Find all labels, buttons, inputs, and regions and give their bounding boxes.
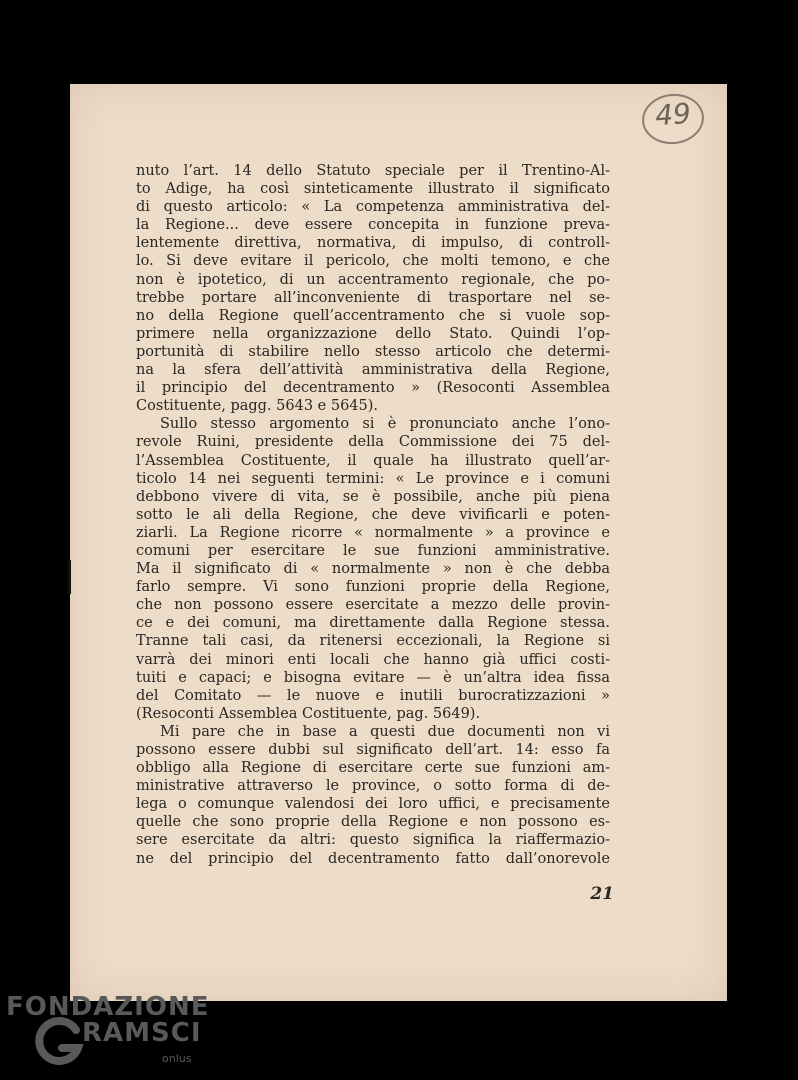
text-line: ce e dei comuni, ma direttamente dalla Regione stessa.: [136, 615, 610, 632]
text-line: possono essere dubbi sul significato dell’art. 14: esso fa: [136, 742, 610, 758]
text-line: comuni per esercitare le sue funzioni amministrative.: [136, 542, 610, 559]
text-line: ne del principio del decentramento fatto dall’onorevole: [136, 850, 610, 867]
page-folio: 21: [590, 884, 614, 904]
text-line: ministrative attraverso le province, o sotto forma di de-: [136, 778, 610, 795]
text-line: del Comitato — le nuove e inutili burocratizzazioni »: [136, 687, 610, 704]
text-line: Ma il significato di « normalmente » non è che debba: [136, 561, 610, 578]
watermark-line1: FONDAZIONE: [6, 992, 210, 1022]
text-line: sotto le ali della Regione, che deve vivificarli e poten-: [136, 506, 610, 523]
text-line: Mi pare che in base a questi due documenti non vi: [160, 723, 610, 740]
text-line: revole Ruini, presidente della Commissione dei 75 del-: [136, 434, 610, 451]
text-line: debbono vivere di vita, se è possibile, anche più piena: [136, 488, 610, 505]
text-line: lo. Si deve evitare il pericolo, che molti temono, e che: [136, 253, 610, 270]
text-line: ticolo 14 nei seguenti termini: « Le province e i comuni: [136, 470, 610, 487]
text-line: farlo sempre. Vi sono funzioni proprie della Regione,: [136, 579, 610, 596]
text-line: quelle che sono proprie della Regione e non possono es-: [136, 814, 610, 831]
text-line: varrà dei minori enti locali che hanno già uffici costi-: [136, 651, 610, 668]
text-line: na la sfera dell’attività amministrativa della Regione,: [136, 362, 610, 379]
document-page: [70, 84, 727, 1001]
watermark-line2: RAMSCI: [82, 1018, 202, 1048]
text-line: (Resoconti Assemblea Costituente, pag. 5649).: [136, 705, 481, 722]
text-line: obbligo alla Regione di esercitare certe sue funzioni am-: [136, 760, 610, 777]
text-line: ziarli. La Regione ricorre « normalmente » a province e: [136, 524, 610, 541]
text-line: Costituente, pagg. 5643 e 5645).: [136, 398, 379, 415]
text-line: lentemente direttiva, normativa, di impulso, di controll-: [136, 235, 610, 252]
text-line: la Regione... deve essere concepita in funzione preva-: [136, 217, 610, 234]
text-line: nuto l’art. 14 dello Statuto speciale per il Trentino-Al-: [136, 163, 610, 179]
text-line: il principio del decentramento » (Resoconti Assemblea: [136, 380, 610, 397]
text-line: no della Regione quell’accentramento che si vuole sop-: [136, 307, 610, 324]
scan-edge-mark: [68, 560, 71, 594]
text-line: che non possono essere esercitate a mezzo delle provin-: [136, 597, 610, 614]
text-line: tuiti e capaci; e bisogna evitare — è un’altra idea fissa: [136, 669, 610, 686]
text-line: lega o comunque valendosi dei loro uffici, e precisamente: [136, 796, 610, 813]
text-line: non è ipotetico, di un accentramento regionale, che po-: [136, 271, 610, 288]
fondazione-gramsci-watermark: [2, 990, 210, 1075]
text-line: di questo articolo: « La competenza amministrativa del-: [136, 199, 610, 216]
watermark-line3: onlus: [162, 1052, 192, 1065]
text-line: to Adige, ha così sinteticamente illustrato il significato: [136, 181, 610, 198]
gramsci-g-logo-icon: [32, 1016, 86, 1070]
handwritten-page-number: 49: [654, 96, 692, 133]
text-line: portunità di stabilire nello stesso articolo che determi-: [136, 343, 610, 360]
text-line: Sullo stesso argomento si è pronunciato anche l’ono-: [160, 416, 610, 433]
text-line: primere nella organizzazione dello Stato. Quindi l’op-: [136, 325, 610, 342]
text-line: trebbe portare all’inconveniente di trasportare nel se-: [136, 289, 610, 306]
text-line: sere esercitate da altri: questo significa la riaffermazio-: [136, 832, 610, 849]
text-line: l’Assemblea Costituente, il quale ha illustrato quell’ar-: [136, 452, 610, 469]
body-text: [136, 162, 610, 868]
text-line: Tranne tali casi, da ritenersi eccezionali, la Regione si: [136, 633, 610, 650]
